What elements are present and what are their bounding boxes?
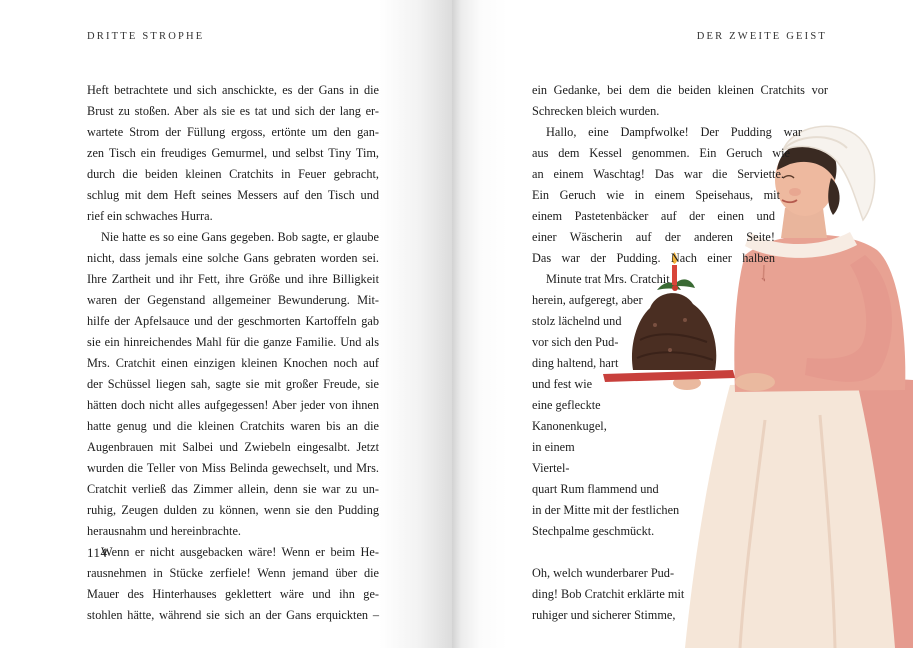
text-line: ein Gedanke, bei dem die beiden kleinen Cratchits vor bbox=[532, 83, 828, 97]
text-line: Nie hatte es so eine Gans gegeben. Bob sagte, er glaube bbox=[101, 230, 379, 244]
text-line: an einem Waschtag! Das war die Serviette. bbox=[532, 167, 784, 181]
text-line: wartete Strom der Füllung ergoss, ertönte um den gan- bbox=[87, 125, 379, 139]
text-line: herein, aufgeregt, aber bbox=[532, 293, 643, 307]
left-page bbox=[0, 0, 452, 648]
text-line: der Schüssel liegen sah, sagte sie mit großer Freude, sie bbox=[87, 377, 379, 391]
right-page-text bbox=[532, 80, 830, 626]
text-line: in der Mitte mit der festlichen bbox=[532, 503, 680, 517]
text-line: hilfe der Apfelsauce und der geschmorten Kartoffeln gab bbox=[87, 314, 379, 328]
text-line: Kanonenkugel, bbox=[532, 419, 607, 433]
text-line: stolz lächelnd und bbox=[532, 314, 622, 328]
text-line: Ein Geruch wie in einem Speisehaus, mit bbox=[532, 188, 780, 202]
text-line: waren der Gegenstand allgemeiner Bewunderung. Mit- bbox=[87, 293, 379, 307]
text-line: herausnahm und hereinbrachte. bbox=[87, 524, 241, 538]
text-line: ding! Bob Cratchit erklärte mit bbox=[532, 587, 685, 601]
text-line: durch die beiden kleinen Cratchits in Feuer gebracht, bbox=[87, 167, 379, 181]
text-line: vor sich den Pud- bbox=[532, 335, 619, 349]
text-line: Brust zu stoßen. Aber als sie es tat und sich der lang er- bbox=[87, 104, 379, 118]
text-line: einer Wäscherin auf der anderen Seite! bbox=[532, 230, 775, 244]
text-line: rief ein schwaches Hurra. bbox=[87, 209, 213, 223]
text-line: Das war der Pudding. Nach einer halben bbox=[532, 251, 775, 265]
text-line: Heft betrachtete und sich anschickte, es der Gans in die bbox=[87, 83, 379, 97]
text-line: ruhiger und sicherer Stimme, bbox=[532, 608, 676, 622]
text-line: aus dem Kessel genommen. Ein Geruch wie bbox=[532, 146, 790, 160]
text-line: Ihre Zartheit und ihr Fett, ihre Größe und ihre Billigkeit bbox=[87, 272, 379, 286]
text-line: hatte genug und die kleinen Cratchits waren bis an die bbox=[87, 419, 379, 433]
text-line: Cratchit verließ das Zimmer allein, denn sie war zu un- bbox=[87, 482, 379, 496]
text-line: Hallo, eine Dampfwolke! Der Pudding war bbox=[546, 125, 802, 139]
page-number: 114 bbox=[87, 545, 108, 560]
text-line: schlug mit dem Heft seines Messers auf den Tisch und bbox=[87, 188, 379, 202]
text-line: eine gefleckte bbox=[532, 398, 601, 412]
text-line: Minute trat Mrs. Cratchit bbox=[546, 272, 670, 286]
text-line bbox=[532, 542, 830, 563]
text-line: Stechpalme geschmückt. bbox=[532, 524, 655, 538]
text-line: in einem bbox=[532, 440, 575, 454]
left-page-text bbox=[87, 80, 379, 626]
text-line: ding haltend, hart bbox=[532, 356, 619, 370]
text-line: einem Pastetenbäcker auf der einen und bbox=[532, 209, 775, 223]
text-line: rausnehmen in Stücke zerfiele! Wenn jemand über die bbox=[87, 566, 379, 580]
text-line: wurden die Teller von Miss Belinda gewechselt, und Mrs. bbox=[87, 461, 379, 475]
text-line: Mauer des Hinterhauses geklettert wäre und ihn ge- bbox=[87, 587, 379, 601]
text-line: zen Tisch ein freudiges Gemurmel, und selbst Tiny Tim, bbox=[87, 146, 379, 160]
text-line: Oh, welch wunderbarer Pud- bbox=[532, 566, 675, 580]
text-line: und fest wie bbox=[532, 377, 593, 391]
text-line: ruhig, Zeugen dulden zu können, wenn sie den Pudding bbox=[87, 503, 379, 517]
text-line: stohlen hätte, während sie sich an der Gans erquickten – bbox=[87, 608, 379, 622]
text-line: Viertel- bbox=[532, 461, 570, 475]
text-line: nicht, dass jemals eine solche Gans gebraten worden sei. bbox=[87, 251, 379, 265]
running-head-right: DER ZWEITE GEIST bbox=[696, 31, 827, 42]
text-line: Wenn er nicht ausgebacken wäre! Wenn er beim He- bbox=[101, 545, 379, 559]
text-line: Mrs. Cratchit einen einzigen kleinen Knochen noch auf bbox=[87, 356, 379, 370]
text-line: hätten doch nicht alles aufgegessen! Aber jeder von ihnen bbox=[87, 398, 379, 412]
text-line: sie ein hinreichendes Mahl für die ganze Familie. Und als bbox=[87, 335, 379, 349]
text-line: Schrecken bleich wurden. bbox=[532, 104, 660, 118]
text-line: Augenbrauen mit Salbei und Zwiebeln eingesalbt. Jetzt bbox=[87, 440, 379, 454]
text-line: quart Rum flammend und bbox=[532, 482, 659, 496]
running-head-left: DRITTE STROPHE bbox=[87, 31, 205, 42]
